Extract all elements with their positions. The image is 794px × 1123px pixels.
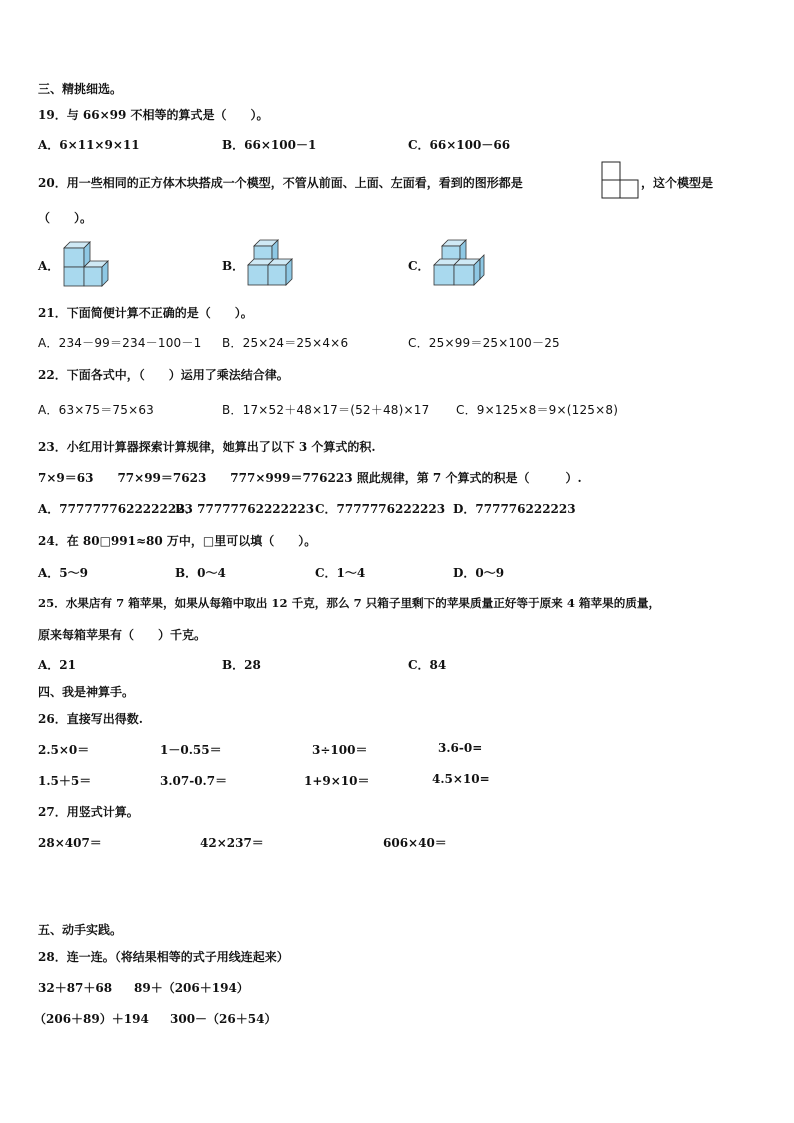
q20-option-b: B． bbox=[222, 259, 245, 273]
q27-item: 28×407＝ bbox=[38, 836, 102, 850]
q21-option-b: B．25×24＝25×4×6 bbox=[222, 336, 349, 350]
q22-option-a: A．63×75＝75×63 bbox=[38, 403, 154, 417]
cube-model-c-figure bbox=[432, 238, 488, 288]
q24-stem: 24．在 80□991≈80 万中，□里可以填（ ）。 bbox=[38, 534, 317, 548]
q23-option-b: B．77777762222223 bbox=[175, 502, 315, 516]
q25-stem-line2: 原来每箱苹果有（ ）千克。 bbox=[38, 628, 207, 642]
q26-item: 2.5×0＝ bbox=[38, 743, 90, 757]
q27-stem: 27．用竖式计算。 bbox=[38, 805, 139, 819]
q19-option-c: C．66×100－66 bbox=[408, 138, 511, 152]
q24-option-a: A．5～9 bbox=[38, 566, 89, 580]
q20-stem-part3: （ ）。 bbox=[38, 211, 93, 225]
q21-option-c: C．25×99＝25×100－25 bbox=[408, 336, 560, 350]
q19-option-a: A．6×11×9×11 bbox=[38, 138, 140, 152]
q26-item: 4.5×10= bbox=[432, 772, 490, 786]
q26-item: 1－0.55＝ bbox=[160, 743, 222, 757]
q20-stem-part1: 20．用一些相同的正方体木块搭成一个模型，不管从前面、上面、左面看，看到的图形都是 bbox=[38, 176, 523, 190]
q21-stem: 21．下面简便计算不正确的是（ ）。 bbox=[38, 306, 253, 320]
q19-option-b: B．66×100－1 bbox=[222, 138, 317, 152]
q28-left-expression: （206＋89）＋194 bbox=[34, 1012, 149, 1026]
q21-option-a: A．234－99＝234－100－1 bbox=[38, 336, 202, 350]
q25-option-c: C．84 bbox=[408, 658, 447, 672]
q20-option-a: A． bbox=[38, 259, 60, 273]
q24-option-d: D．0～9 bbox=[453, 566, 505, 580]
section-4-title: 四、我是神算手。 bbox=[38, 685, 135, 699]
three-view-shape-figure bbox=[601, 161, 639, 199]
q23-sequence-line: 7×9＝63 77×99＝7623 777×999＝776223 照此规律，第 7 个算式的积是（ ）. bbox=[38, 471, 582, 485]
q20-stem-part2: ，这个模型是 bbox=[641, 176, 714, 190]
q28-right-expression: 89＋（206＋194） bbox=[134, 981, 249, 995]
q23-stem: 23．小红用计算器探索计算规律，她算出了以下 3 个算式的积. bbox=[38, 440, 376, 454]
q19-stem: 19．与 66×99 不相等的算式是（ ）。 bbox=[38, 108, 269, 122]
section-5-title: 五、动手实践。 bbox=[38, 923, 123, 937]
q24-option-c: C．1～4 bbox=[315, 566, 366, 580]
q27-item: 42×237＝ bbox=[200, 836, 264, 850]
q25-stem-line1: 25．水果店有 7 箱苹果，如果从每箱中取出 12 千克，那么 7 只箱子里剩下的苹果质量正好等于原来 4 箱苹果的质量， bbox=[38, 596, 661, 610]
q26-item: 3.07-0.7＝ bbox=[160, 774, 228, 788]
q26-item: 3÷100＝ bbox=[312, 743, 368, 757]
q23-option-a: A．7777777622222223 bbox=[38, 502, 193, 516]
q23-option-c: C．7777776222223 bbox=[315, 502, 446, 516]
q28-right-expression: 300－（26＋54） bbox=[170, 1012, 277, 1026]
q25-option-a: A．21 bbox=[38, 658, 77, 672]
q27-item: 606×40＝ bbox=[383, 836, 447, 850]
q20-option-c: C． bbox=[408, 259, 430, 273]
q28-stem: 28．连一连。（将结果相等的式子用线连起来） bbox=[38, 950, 289, 964]
cube-model-b-figure bbox=[246, 238, 298, 288]
cube-model-a-figure bbox=[60, 240, 112, 288]
q26-item: 1+9×10＝ bbox=[304, 774, 370, 788]
section-3-title: 三、精挑细选。 bbox=[38, 82, 123, 96]
q22-stem: 22．下面各式中，（ ）运用了乘法结合律。 bbox=[38, 368, 289, 382]
q23-option-d: D．777776222223 bbox=[453, 502, 576, 516]
q22-option-b: B．17×52＋48×17＝(52＋48)×17 bbox=[222, 403, 430, 417]
q24-option-b: B．0～4 bbox=[175, 566, 226, 580]
q25-option-b: B．28 bbox=[222, 658, 261, 672]
q26-item: 3.6-0= bbox=[438, 741, 483, 755]
q26-stem: 26．直接写出得数. bbox=[38, 712, 143, 726]
q22-option-c: C．9×125×8＝9×(125×8) bbox=[456, 403, 619, 417]
q26-item: 1.5＋5＝ bbox=[38, 774, 92, 788]
q28-left-expression: 32＋87＋68 bbox=[38, 981, 113, 995]
